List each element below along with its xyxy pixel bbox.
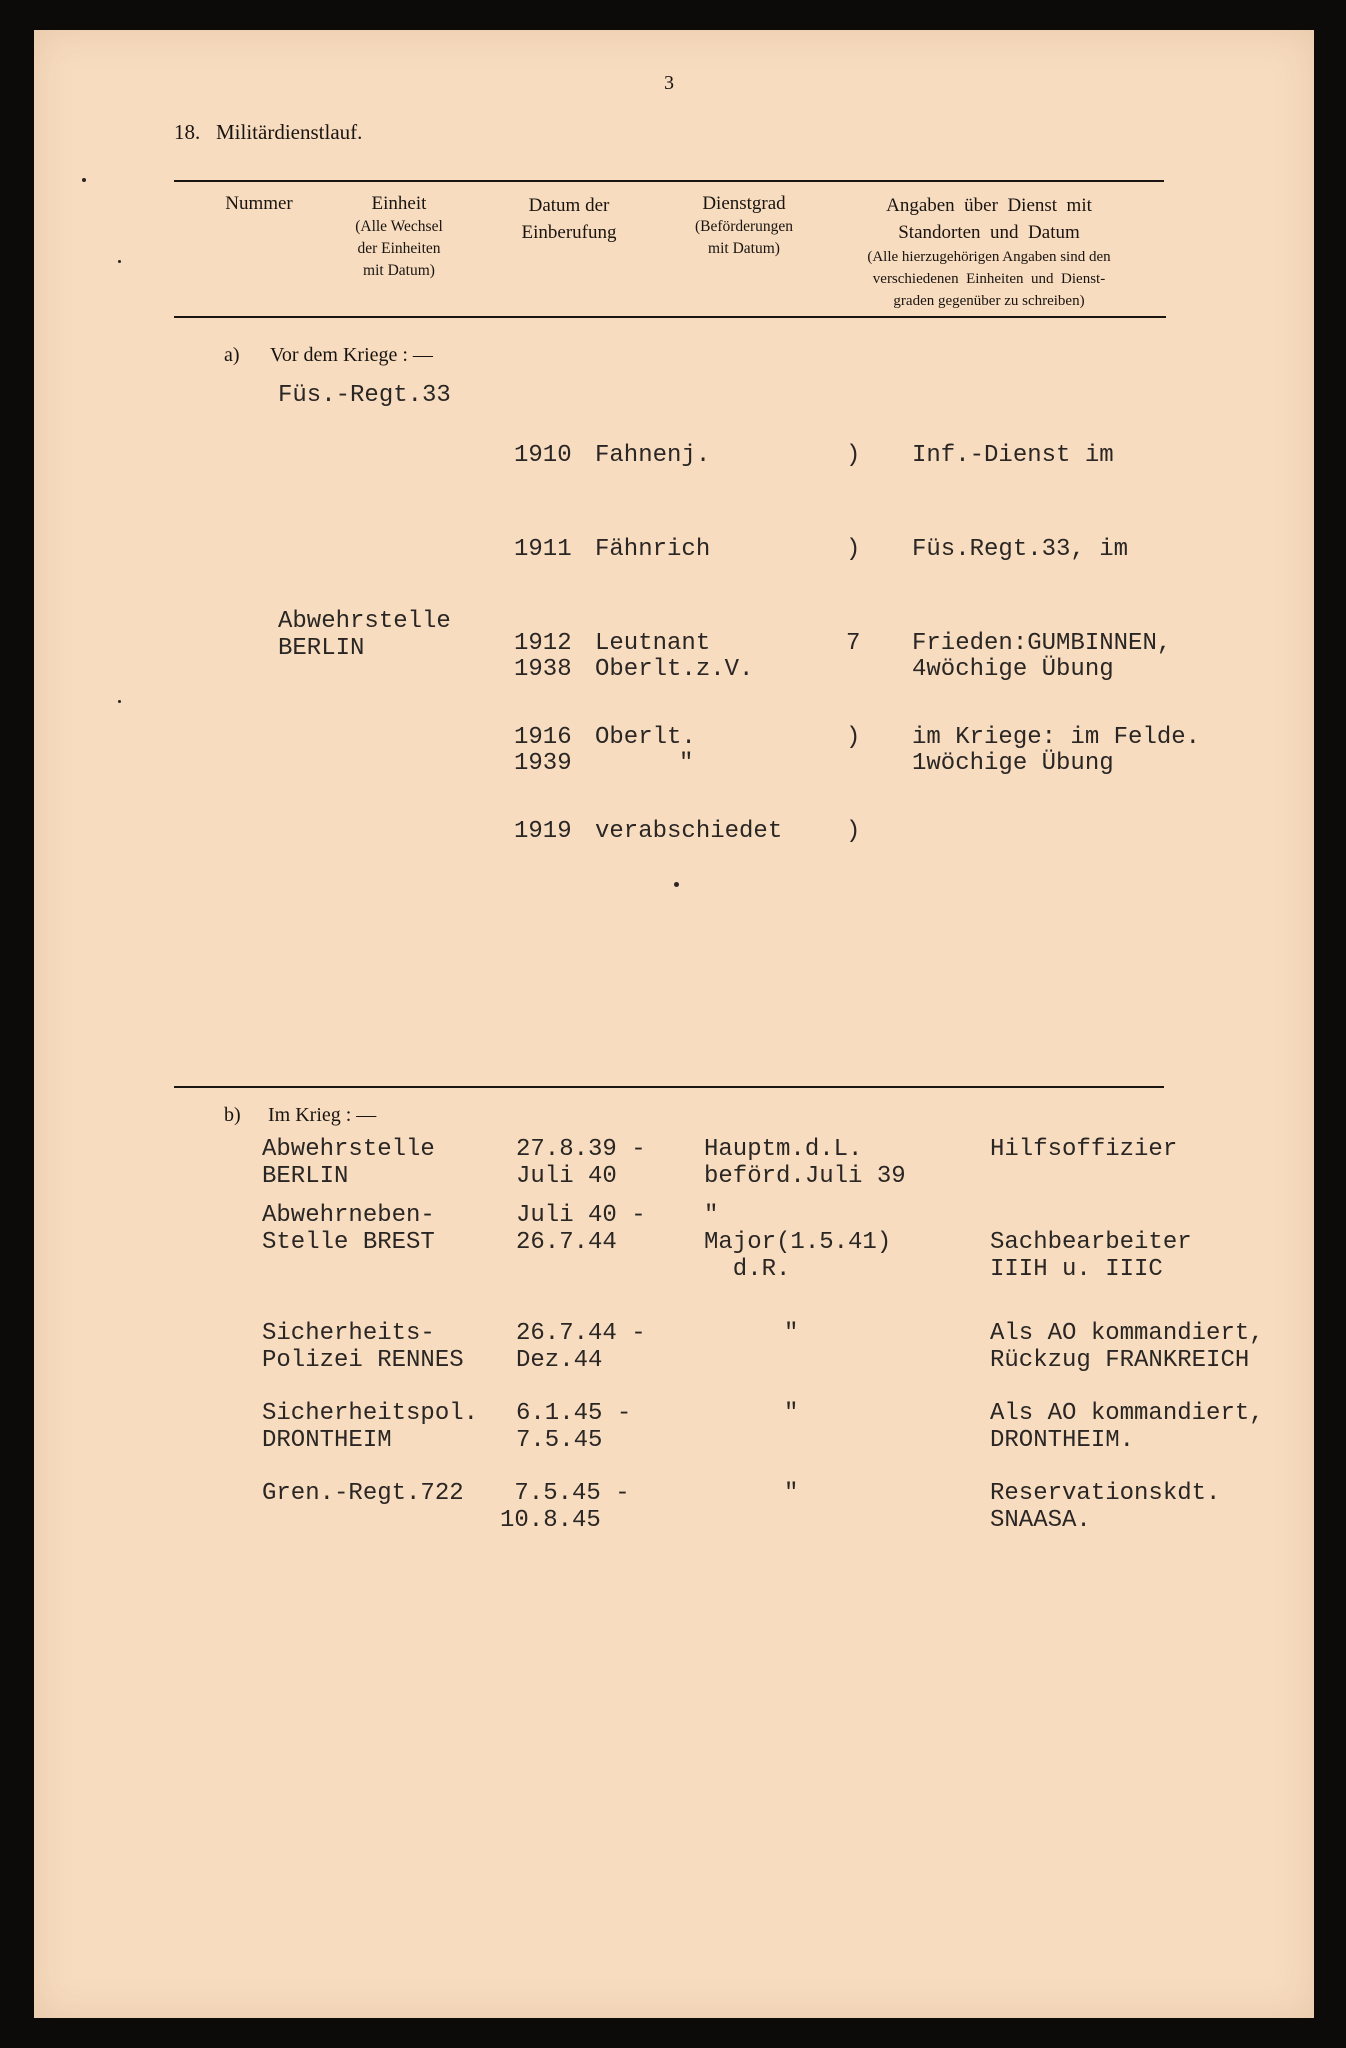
margin-mark	[118, 260, 121, 263]
section-b-title: Im Krieg : —	[268, 1104, 377, 1126]
header-angaben-col	[824, 192, 1154, 312]
rank-1: Fahnenj.	[595, 442, 711, 469]
bracket-1: )	[846, 442, 861, 469]
row-rank: "	[784, 1480, 799, 1507]
rank-2: Fähnrich	[595, 536, 711, 563]
rank-2-1: Oberlt.z.V.	[595, 656, 754, 683]
rank-5: verabschiedet	[595, 818, 783, 845]
year-3: 1912	[514, 630, 572, 657]
section-a-unit: Füs.-Regt.33	[278, 382, 451, 409]
section-b-rule	[174, 1086, 1164, 1088]
rank-4: Oberlt.	[595, 724, 696, 751]
service-2-2: 1wöchige Übung	[912, 750, 1114, 777]
row-date: 7.5.45 - 10.8.45	[500, 1480, 630, 1534]
header-datum: Datum der Einberufung	[521, 195, 617, 243]
section-b-label: b)	[224, 1104, 241, 1126]
row-unit: Abwehrneben- Stelle BREST	[262, 1202, 435, 1256]
row-date: 26.7.44 - Dez.44	[516, 1320, 646, 1374]
bracket-3: 7	[846, 630, 861, 657]
header-nummer: Nummer	[225, 193, 293, 214]
row-unit: Sicherheits- Polizei RENNES	[262, 1320, 464, 1374]
header-dienstgrad-note: (Beförderungen mit Datum)	[694, 218, 794, 257]
row-unit: Sicherheitspol. DRONTHEIM	[262, 1400, 479, 1454]
section-a-title: Vor dem Kriege : —	[270, 344, 433, 366]
service-1: Inf.-Dienst im	[912, 442, 1114, 469]
stray-mark	[674, 882, 679, 887]
service-4: im Kriege: im Felde.	[912, 724, 1201, 751]
header-angaben-note: (Alle hierzugehörigen Angaben sind den verschiedenen Einheiten und Dienst- graden gegenüber zu schreiben)	[867, 249, 1111, 309]
document-page	[34, 30, 1314, 2018]
row-date: 6.1.45 - 7.5.45	[516, 1400, 632, 1454]
header-bottom-rule	[174, 316, 1166, 318]
row-service: Reservationskdt. SNAASA.	[990, 1480, 1221, 1534]
header-dienstgrad-col	[659, 192, 829, 260]
year-2-1: 1938	[514, 656, 572, 683]
row-unit: Abwehrstelle BERLIN	[262, 1136, 435, 1190]
row-rank: "	[784, 1320, 799, 1347]
section-a-service-2	[912, 596, 1114, 838]
row-rank: " Major(1.5.41) d.R.	[704, 1202, 892, 1283]
section-a-unit-2: Abwehrstelle BERLIN	[278, 608, 451, 662]
rank-3: Leutnant	[595, 630, 711, 657]
margin-mark	[118, 700, 121, 703]
rank-2-2: "	[679, 750, 694, 777]
section-title: 18. Militärdienstlauf.	[174, 120, 363, 144]
row-service: Als AO kommandiert, DRONTHEIM.	[990, 1400, 1264, 1454]
service-2-1: 4wöchige Übung	[912, 656, 1114, 683]
header-einheit: Einheit	[371, 193, 427, 214]
year-4: 1916	[514, 724, 572, 751]
service-2: Füs.Regt.33, im	[912, 536, 1129, 563]
row-date: Juli 40 - 26.7.44	[516, 1202, 646, 1256]
section-a-label: a)	[224, 344, 240, 366]
bracket-2: )	[846, 536, 861, 563]
row-unit: Gren.-Regt.722	[262, 1480, 464, 1507]
row-service: Hilfsoffizier	[990, 1136, 1178, 1163]
bracket-5: )	[846, 818, 861, 845]
row-service: Als AO kommandiert, Rückzug FRANKREICH	[990, 1320, 1264, 1374]
year-2: 1911	[514, 536, 572, 563]
year-1: 1910	[514, 442, 572, 469]
header-dienstgrad: Dienstgrad	[702, 193, 786, 214]
row-rank: "	[784, 1400, 799, 1427]
bracket-4: )	[846, 724, 861, 751]
section-a-years-2	[514, 596, 572, 838]
year-5: 1919	[514, 818, 572, 845]
header-einheit-note: (Alle Wechsel der Einheiten mit Datum)	[355, 218, 443, 279]
row-service: Sachbearbeiter IIIH u. IIIC	[990, 1229, 1192, 1283]
header-einheit-col	[324, 192, 474, 282]
year-2-2: 1939	[514, 750, 572, 777]
page-number: 3	[664, 72, 674, 94]
header-top-rule	[174, 180, 1164, 182]
row-date: 27.8.39 - Juli 40	[516, 1136, 646, 1190]
margin-mark	[82, 178, 86, 182]
section-a-brackets	[846, 382, 904, 906]
section-a-ranks-2	[595, 596, 753, 838]
service-3: Frieden:GUMBINNEN,	[912, 630, 1172, 657]
header-angaben: Angaben über Dienst mit Standorten und Datum	[886, 195, 1092, 243]
row-rank: Hauptm.d.L. beförd.Juli 39	[704, 1136, 906, 1190]
